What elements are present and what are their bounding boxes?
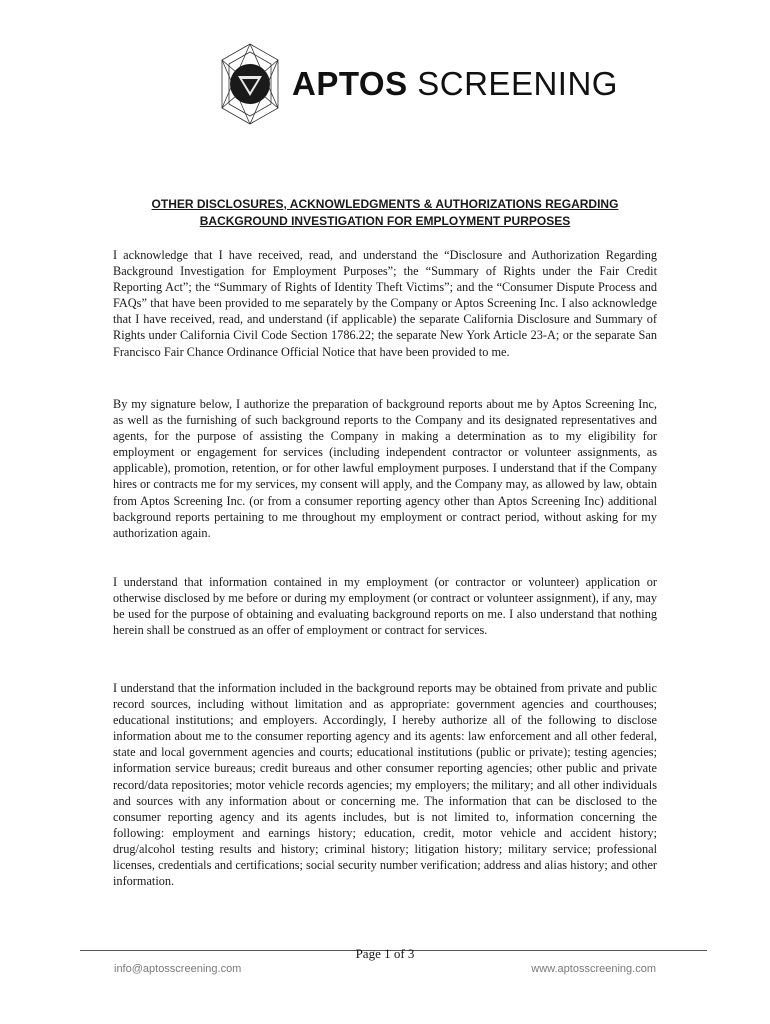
company-logo	[218, 42, 618, 126]
geometric-shield-icon	[218, 42, 282, 126]
page-number: Page 1 of 3	[355, 946, 415, 961]
footer-email[interactable]: info@aptosscreening.com	[114, 963, 242, 975]
paragraph-information-sources: I understand that the information included in the background reports may be obtained from private and public record sources, including without limitation and as appropriate: government agencies and courthouses; educational institutions; and employers. Accordingly, I hereby authorize all of the following to disclose information about me to the consumer reporting agency and its agents: law enforcement and all other federal, state and local government agencies and courts; educational institutions (public or private); testing agencies; information service bureaus; credit bureaus and other consumer reporting agencies; other public and private record/data repositories; motor vehicle records agencies; my employers; the military; and all other individuals and sources with any information about or concerning me. The information that can be disclosed to the consumer reporting agency and its agents includes, but is not limited to, information concerning the following: employment and earnings history; education, credit, motor vehicle and accident history; drug/alcohol testing results and history; criminal history; litigation history; military service; professional licenses, credentials and certifications; social security number verification; address and alias history; and other information.	[113, 681, 657, 889]
title-line-1: OTHER DISCLOSURES, ACKNOWLEDGMENTS & AUTHORIZATIONS REGARDING	[151, 197, 619, 211]
paragraph-acknowledgment: I acknowledge that I have received, read, and understand the “Disclosure and Authorization Regarding Background Investigation for Employment Purposes”; the “Summary of Rights under the Fair Credit Reporting Act”; the “Summary of Rights of Identity Theft Victims”; and the “Consumer Dispute Process and FAQs” that have been provided to me separately by the Company or Aptos Screening Inc. I also acknowledge that I have received, read, and understand (if applicable) the separate California Disclosure and Summary of Rights under California Civil Code Section 1786.22; the separate New York Article 23-A; or the separate San Francisco Fair Chance Ordinance Official Notice that have been provided to me.	[113, 248, 657, 359]
title-line-2: BACKGROUND INVESTIGATION FOR EMPLOYMENT PURPOSES	[199, 214, 571, 228]
footer-website[interactable]: www.aptosscreening.com	[531, 963, 656, 975]
paragraph-authorization: By my signature below, I authorize the preparation of background reports about me by Aptos Screening Inc, as well as the furnishing of such background reports to the Company and its designated representatives and agents, for the purpose of assisting the Company in making a determination as to my eligibility for employment or engagement for services (including independent contractor or volunteer assignments, as applicable), promotion, retention, or for other lawful employment purposes. I understand that if the Company hires or contracts me for my services, my consent will apply, and the Company may, as allowed by law, obtain from Aptos Screening Inc. (or from a consumer reporting agency other than Aptos Screening Inc) additional background reports pertaining to me throughout my employment or contract period, without asking for my authorization again.	[113, 397, 657, 540]
brand-name: APTOS SCREENING	[292, 65, 618, 102]
document-title	[113, 196, 657, 230]
paragraph-application-info: I understand that information contained in my employment (or contractor or volunteer) application or otherwise disclosed by me before or during my employment (or contract or volunteer assignment), if any, may be used for the purpose of obtaining and evaluating background reports on me. I also understand that nothing herein shall be construed as an offer of employment or contract for services.	[113, 575, 657, 638]
